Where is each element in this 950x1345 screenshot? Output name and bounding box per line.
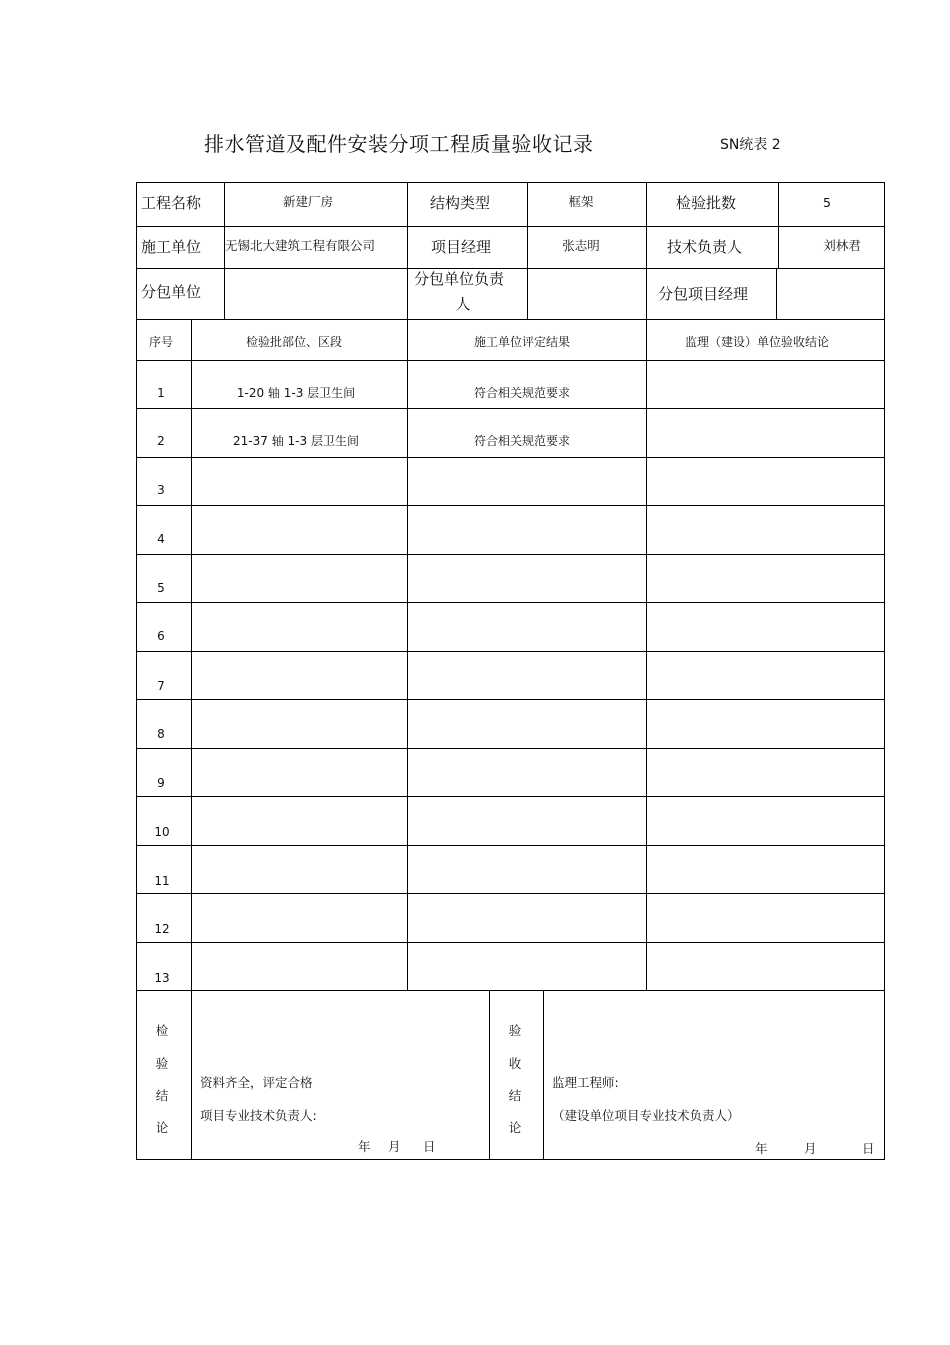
sub-lead-label-wrap: 人 [455, 295, 471, 313]
row-divider [136, 748, 885, 749]
column-header-result: 施工单位评定结果 [473, 335, 571, 349]
acceptance-label-char: 结 [508, 1088, 522, 1103]
inspection-label-char: 论 [155, 1120, 169, 1135]
row-no: 9 [157, 776, 165, 790]
acceptance-date-day: 日 [862, 1141, 875, 1156]
acceptance-date-month: 月 [804, 1141, 817, 1156]
column-header-location: 检验批部位、区段 [245, 335, 343, 349]
column-header-conclusion: 监理（建设）单位验收结论 [684, 335, 830, 349]
row-no: 3 [157, 483, 165, 497]
row-divider [136, 360, 885, 361]
row-no: 1 [157, 386, 165, 400]
contractor-value: 无锡北大建筑工程有限公司 [225, 238, 376, 253]
inspection-signer: 项目专业技术负责人: [200, 1108, 317, 1123]
inspection-label-char: 检 [155, 1023, 169, 1038]
row-no: 7 [157, 679, 165, 693]
acceptance-label-char: 收 [508, 1056, 522, 1071]
col-divider [776, 268, 777, 319]
row-divider [136, 990, 885, 991]
col-divider [489, 990, 490, 1160]
row-divider [136, 699, 885, 700]
row-no: 11 [154, 874, 170, 888]
col-divider [191, 990, 192, 1160]
inspection-date-year: 年 [358, 1139, 371, 1154]
batch-count-label: 检验批数 [676, 194, 737, 212]
col-divider [191, 319, 192, 990]
row-no: 6 [157, 629, 165, 643]
col-divider [407, 182, 408, 319]
row-result: 符合相关规范要求 [473, 386, 571, 400]
project-manager-value: 张志明 [562, 238, 600, 253]
row-divider [136, 845, 885, 846]
inspection-date-month: 月 [388, 1139, 401, 1154]
row-divider [136, 602, 885, 603]
col-divider [646, 182, 647, 319]
row-divider [136, 226, 885, 227]
form-code: SN统表 2 [720, 137, 781, 153]
row-no: 12 [154, 922, 170, 936]
row-no: 5 [157, 581, 165, 595]
sub-lead-label: 分包单位负责 [414, 270, 505, 288]
acceptance-label-char: 论 [508, 1120, 522, 1135]
col-divider [407, 319, 408, 990]
col-divider [527, 182, 528, 319]
row-divider [136, 505, 885, 506]
row-no: 13 [154, 971, 170, 985]
col-divider [646, 319, 647, 990]
row-divider [136, 651, 885, 652]
row-result: 符合相关规范要求 [473, 434, 571, 448]
row-divider [136, 554, 885, 555]
inspection-text: 资料齐全，评定合格 [200, 1075, 313, 1090]
acceptance-label-char: 验 [508, 1023, 522, 1038]
inspection-date-day: 日 [423, 1139, 436, 1154]
row-divider [136, 942, 885, 943]
subcontractor-label: 分包单位 [141, 283, 202, 301]
row-divider [136, 457, 885, 458]
acceptance-date-year: 年 [755, 1141, 768, 1156]
supervisor-note: （建设单位项目专业技术负责人） [552, 1108, 740, 1123]
project-name-value: 新建厂房 [282, 194, 334, 209]
row-no: 4 [157, 532, 165, 546]
row-no: 10 [154, 825, 170, 839]
row-no: 8 [157, 727, 165, 741]
tech-lead-value: 刘林君 [823, 238, 861, 253]
form-title: 排水管道及配件安装分项工程质量验收记录 [204, 132, 594, 156]
supervisor-label: 监理工程师: [552, 1075, 619, 1090]
inspection-label-char: 结 [155, 1088, 169, 1103]
sub-pm-label: 分包项目经理 [658, 285, 749, 303]
col-divider [543, 990, 544, 1160]
batch-count-value: 5 [823, 195, 831, 210]
inspection-record-form [136, 182, 885, 1160]
structure-type-label: 结构类型 [430, 194, 491, 212]
row-location: 21-37 轴 1-3 层卫生间 [233, 434, 359, 448]
inspection-label-char: 验 [155, 1056, 169, 1071]
project-name-label: 工程名称 [141, 194, 202, 212]
row-divider [136, 268, 885, 269]
structure-type-value: 框架 [568, 194, 594, 209]
tech-lead-label: 技术负责人 [667, 238, 743, 256]
contractor-label: 施工单位 [141, 238, 202, 256]
col-divider [778, 182, 779, 268]
row-location: 1-20 轴 1-3 层卫生间 [236, 386, 356, 400]
row-divider [136, 893, 885, 894]
row-divider [136, 319, 885, 320]
row-divider [136, 408, 885, 409]
column-header-no: 序号 [148, 335, 174, 349]
row-no: 2 [157, 434, 165, 448]
project-manager-label: 项目经理 [431, 238, 492, 256]
row-divider [136, 796, 885, 797]
